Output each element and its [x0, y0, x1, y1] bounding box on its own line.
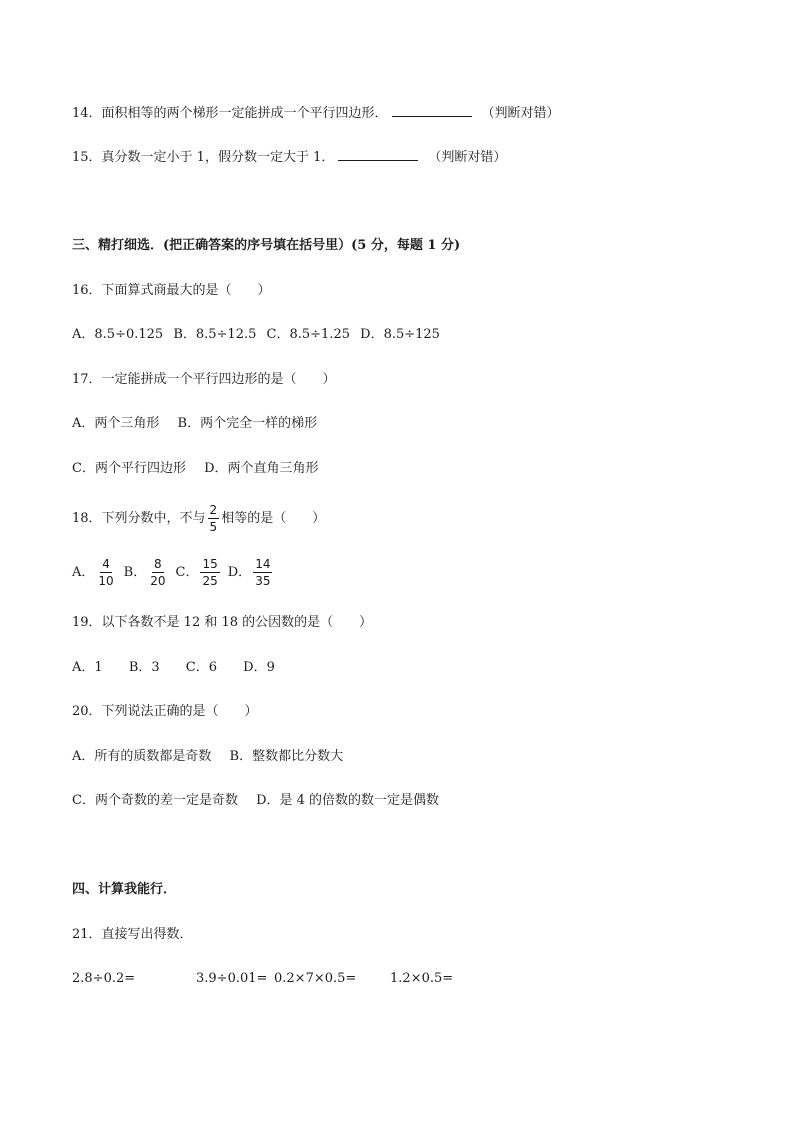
option-c: C．6: [185, 660, 217, 675]
calc-item: 1.2×0.5=: [390, 971, 454, 986]
fraction-denominator: 20: [150, 574, 166, 588]
calc-item: 0.2×7×0.5=: [274, 971, 357, 986]
question-20-options-row2: [72, 792, 445, 810]
option-a: A．1: [72, 660, 103, 675]
option-c: C．两个奇数的差一定是奇数: [72, 793, 238, 808]
fraction-denominator: 10: [98, 574, 114, 588]
question-text: 14．面积相等的两个梯形一定能拼成一个平行四边形．: [72, 106, 388, 121]
fraction-numerator: 14: [255, 557, 271, 571]
option-c: C．8.5÷1.25: [266, 327, 350, 342]
answer-blank[interactable]: [338, 148, 418, 161]
option-d-label: D．: [227, 565, 252, 580]
question-14: [72, 104, 560, 123]
option-a-label: A．: [72, 565, 95, 580]
question-16-stem: 16．下面算式商最大的是（ ）: [72, 283, 271, 298]
fraction-denominator: 25: [202, 574, 218, 588]
question-17-stem: 17．一定能拼成一个平行四边形的是（ ）: [72, 372, 336, 387]
option-a: A．两个三角形: [72, 416, 160, 431]
option-b: B．整数都比分数大: [229, 749, 344, 764]
option-b: B．两个完全一样的梯形: [177, 416, 318, 431]
calc-item: 3.9÷0.01=: [196, 971, 268, 986]
question-21-items: [72, 970, 453, 988]
question-19-options: [72, 659, 281, 677]
option-b-fraction: [148, 557, 167, 588]
question-16-options: [72, 326, 446, 344]
fraction-denominator: 35: [255, 574, 271, 588]
question-15: [72, 148, 506, 167]
option-c: C．两个平行四边形: [72, 461, 186, 476]
option-a: A．所有的质数都是奇数: [72, 749, 212, 764]
stem-before: 18．下列分数中，不与: [72, 511, 206, 526]
question-18-options: [72, 556, 274, 590]
fraction-numerator: 15: [202, 557, 218, 571]
question-20-stem: 20．下列说法正确的是（ ）: [72, 704, 258, 719]
option-d: D．9: [243, 660, 275, 675]
calc-item: 2.8÷0.2=: [72, 971, 136, 986]
fraction-numerator: 2: [209, 503, 218, 517]
question-17-options-row2: [72, 460, 325, 478]
option-c-fraction: [200, 557, 219, 588]
question-suffix: （判断对错）: [481, 106, 560, 121]
question-suffix: （判断对错）: [428, 150, 507, 165]
option-d: D．是 4 的倍数的数一定是偶数: [256, 793, 440, 808]
option-a-fraction: [96, 557, 115, 588]
question-text: 15．真分数一定小于 1，假分数一定大于 1．: [72, 150, 335, 165]
option-a: A．8.5÷0.125: [72, 327, 164, 342]
fraction: [208, 503, 220, 534]
option-b: B．8.5÷12.5: [173, 327, 257, 342]
answer-blank[interactable]: [392, 104, 472, 117]
option-d: D．两个直角三角形: [204, 461, 319, 476]
fraction-denominator: 5: [209, 520, 218, 534]
option-d: D．8.5÷125: [360, 327, 440, 342]
question-20-options-row1: [72, 748, 349, 766]
stem-after: 相等的是（ ）: [221, 511, 326, 526]
question-21-stem: 21．直接写出得数．: [72, 927, 193, 942]
option-b-label: B．: [123, 565, 147, 580]
option-b: B．3: [128, 660, 160, 675]
fraction-numerator: 8: [154, 557, 162, 571]
section-3-title: 三、精打细选．(把正确答案的序号填在括号里）(5 分，每题 1 分): [72, 238, 461, 253]
fraction-numerator: 4: [102, 557, 110, 571]
question-17-options-row1: [72, 415, 323, 433]
question-18-stem: [72, 503, 325, 535]
question-19-stem: 19．以下各数不是 12 和 18 的公因数的是（ ）: [72, 615, 373, 630]
option-d-fraction: [253, 557, 272, 588]
option-c-label: C．: [175, 565, 199, 580]
section-4-title: 四、计算我能行．: [72, 882, 177, 897]
